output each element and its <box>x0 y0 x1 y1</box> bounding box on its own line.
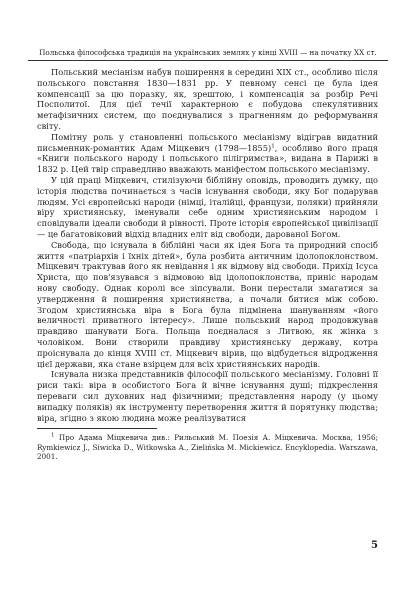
footnote-text: Про Адама Міцкевича див.: Рильський М. Поезія А. Міцкевича. Москва, 1956; Rymkiewicz J., Siwicka D., Witkowska A., Zielińska M. Mickiewicz. Encyklopedia. Warszawa, 2001. <box>37 433 378 462</box>
footnote-ref: 1 <box>271 142 275 149</box>
paragraph-5 <box>37 369 378 423</box>
paragraph-2 <box>37 132 378 175</box>
page-number: 5 <box>371 540 378 551</box>
paragraph-5-text: Існувала низка представників філософії польського месіанізму. Головні її риси такі: віра в особистого Бога й вічне існування душі; підкреслення переваги сил духовних над фізичними; представлення народу (у цьому випадку поляків) як інструменту перетворення життя й порятунку людства; віра, згідно з якою людина може реалізуватися <box>37 369 378 423</box>
paragraph-2-text-a: Помітну роль у становленні польського месіанізму відіграв видатний письменник-романтик Адам Міцкевич (1798—1855) <box>37 131 378 153</box>
page-body <box>37 67 378 462</box>
footnote-mark: 1 <box>51 432 55 439</box>
footnote-divider <box>37 428 157 429</box>
paragraph-4-text: Свобода, що існувала в біблійні часи як ідея Бога та природний спосіб життя «патріархів і їхніх дітей», була розбита античним ідолопоклонством. Міцкевич трактував його як невідання і як відмову від свободи. Прихід Ісуса Христа, що пов'язувався з відмовою від ідолопоклонства, приніс народам нову свободу. Однак королі все зіпсували. Вони перестали змагатися за утвердження й поширення християнства, а почали битися між собою. Згодом християнська віра в Бога була підмінена шануванням «його величності приватного інтересу». Лише польський народ продовжував правдиво шанувати Бога. Польща поєдналася з Литвою, як жінка з чоловіком. Вони створили правдиву християнську державу, котра проіснувала до кінця XVIII ст. Міцкевич вірив, що відбудеться відродження цієї держави, яка стане взірцем для всіх християнських народів. <box>37 239 378 369</box>
paragraph-2-text-b: , особливо його праця «Книги польського народу і польського пілігримства», видана в Парижі в 1832 р. Цей твір справедливо вважають маніфестом польського месіанізму. <box>37 142 378 175</box>
paragraph-3-text: У цій праці Міцкевич, стилізуючи біблійну оповідь, проводить думку, що історія людства починається з часів існування свободи, яку Бог подарував людям. Усі європейські народи (німці, італійці, французи, поляки) прийняли віру християнську, іменували себе одним християнським народом і сповідували ідеали свободи й рівності. Проте історія європейської цивілізації — це багатовіковий відхід владних еліт від свободи, дарованої Богом. <box>37 174 378 239</box>
paragraph-1-text: Польський месіанізм набув поширення в середині XIX ст., особливо після польського повстання 1830—1831 рр. У певному сенсі це була ідея компенсації за цю поразку, як, зрештою, і компенсація за розбір Речі Посполитої. Для цієї течії характерною є побудова спекулятивних метафізичних систем, що поєднувалися з прагненням до реформування світу. <box>37 67 378 131</box>
running-header: Польська філософська традиція на українських землях у кінці XVIII — на початку XX ст. <box>28 48 388 61</box>
paragraph-4 <box>37 240 378 370</box>
footnote <box>37 433 378 462</box>
paragraph-1 <box>37 67 378 132</box>
paragraph-3 <box>37 175 378 240</box>
